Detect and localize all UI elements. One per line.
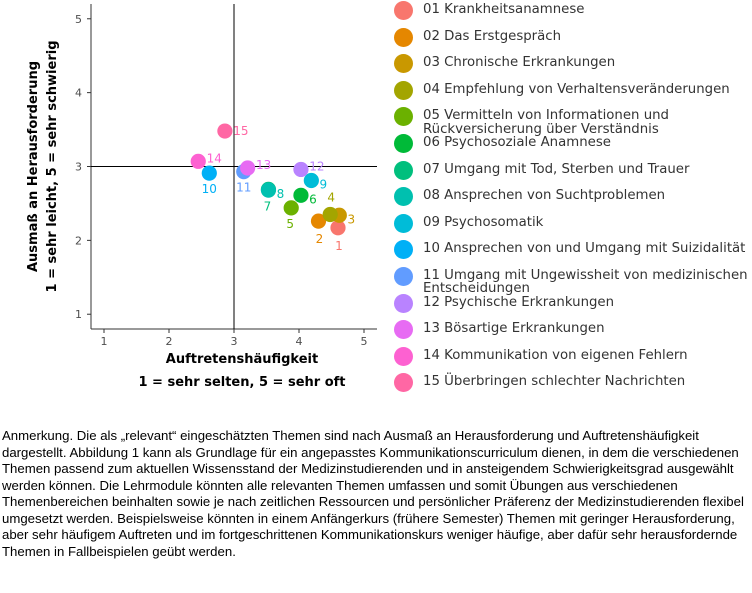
data-point-6 <box>293 188 308 203</box>
legend-label-1: 01 Krankheitsanamnese <box>423 2 585 17</box>
legend-label-13: 13 Bösartige Erkrankungen <box>423 321 605 337</box>
point-label-1: 1 <box>335 238 343 253</box>
data-point-15 <box>217 123 232 138</box>
legend-item-12 <box>392 293 752 320</box>
point-label-3: 3 <box>347 212 356 227</box>
legend-label-9: 09 Psychosomatik <box>423 214 544 230</box>
legend-item-8 <box>392 186 752 213</box>
legend-item-15 <box>392 372 752 399</box>
legend-key-13 <box>394 320 413 339</box>
data-point-14 <box>191 154 206 169</box>
data-point-9 <box>304 173 319 188</box>
legend-item-5 <box>392 106 752 137</box>
legend-key-8 <box>394 187 413 206</box>
point-label-4: 4 <box>327 190 336 205</box>
legend-label-4: 04 Empfehlung von Verhaltensveränderungen <box>423 81 730 97</box>
y-tick-label: 2 <box>75 234 82 248</box>
point-label-5: 5 <box>286 216 295 231</box>
legend-item-14 <box>392 346 752 373</box>
figure-note: Anmerkung. Die als „relevant“ eingeschätzten Themen sind nach Ausmaß an Herausforderung und Auftretenshäufigkeit dargestellt. Abbildung 1 kann als Grundlage für ein angepasstes Kommunikationscurriculum dienen, in dem die verschiedenen Themen passend zum aktuellen Wissensstand der Medizinstudierenden und in ansteigendem Schwierigkeitsgrad ausgewählt werden können. Die Lehrmodule könnten alle relevanten Themen umfassen und somit Übungen aus verschiedenen Themenbereichen beinhalten sowie je nach zeitlichen Ressourcen und persönlicher Präferenz der Medizinstudierenden flexibel umgesetzt werden. Beispielsweise könnten in einem Anfängerkurs (frühere Semester) Themen mit geringer Herausforderung, aber sehr häufigem Auftreten und im fortgeschrittenen Kommunikationskurs weniger häufige, aber dafür sehr herausfordernde Themen in Fallbeispielen geübt werden. <box>2 428 744 559</box>
x-tick-label: 3 <box>230 335 238 348</box>
point-label-6: 6 <box>309 192 317 207</box>
legend-key-11 <box>394 267 413 286</box>
point-label-9: 9 <box>319 177 328 192</box>
y-tick-label: 5 <box>75 12 82 26</box>
legend-item-13 <box>392 319 752 346</box>
point-label-13: 13 <box>256 157 272 172</box>
legend-item-10 <box>392 239 752 266</box>
legend-key-6 <box>394 134 413 153</box>
x-axis-subtitle: 1 = sehr selten, 5 = sehr oft <box>138 375 346 390</box>
legend-item-4 <box>392 80 752 107</box>
legend-key-10 <box>394 240 413 259</box>
legend-key-14 <box>394 347 413 366</box>
legend-label-15: 15 Überbringen schlechter Nachrichten <box>423 374 686 390</box>
y-axis-title: Ausmaß an Herausforderung <box>26 60 41 273</box>
plot-axes <box>75 4 377 348</box>
y-axis-subtitle: 1 = sehr leicht, 5 = sehr schwierig <box>45 40 60 293</box>
y-tick-label: 1 <box>75 308 82 322</box>
x-tick-label: 4 <box>295 335 303 348</box>
legend-item-3 <box>392 53 752 80</box>
legend-label-7: 07 Umgang mit Tod, Sterben und Trauer <box>423 161 690 177</box>
legend-label-3: 03 Chronische Erkrankungen <box>423 55 616 71</box>
point-label-2: 2 <box>315 232 324 247</box>
legend-label-2: 02 Das Erstgespräch <box>423 28 562 44</box>
legend-key-5 <box>394 107 413 126</box>
x-tick-label: 5 <box>360 335 368 348</box>
legend-key-1 <box>394 1 413 20</box>
data-point-4 <box>323 207 338 222</box>
data-point-12 <box>293 162 308 177</box>
legend-label-11: 11 Umgang mit Ungewissheit von medizinischen Entscheidungen <box>423 267 748 297</box>
point-label-7: 7 <box>263 199 272 214</box>
x-axis-title: Auftretenshäufigkeit <box>165 352 319 367</box>
point-label-12: 12 <box>309 159 325 174</box>
legend-label-12: 12 Psychische Erkrankungen <box>423 294 615 310</box>
point-label-10: 10 <box>201 182 217 197</box>
data-point-8 <box>261 183 276 198</box>
legend-key-12 <box>394 294 413 313</box>
data-point-10 <box>202 166 217 181</box>
legend-item-9 <box>392 213 752 240</box>
x-tick-label: 1 <box>100 335 108 348</box>
legend-label-8: 08 Ansprechen von Suchtproblemen <box>423 188 666 204</box>
legend-item-7 <box>392 160 752 187</box>
legend-label-5: 05 Vermitteln von Informationen und Rückversicherung über Verständnis <box>423 108 669 137</box>
y-tick-label: 4 <box>75 86 82 100</box>
point-label-15: 15 <box>233 124 249 139</box>
data-point-5 <box>284 200 299 215</box>
y-tick-label: 3 <box>75 160 82 174</box>
scatter-plot <box>0 0 392 400</box>
legend-key-9 <box>394 214 413 233</box>
point-label-8: 8 <box>276 187 285 202</box>
data-point-13 <box>240 160 255 175</box>
x-tick-label: 2 <box>165 335 173 348</box>
legend-item-2 <box>392 27 752 54</box>
legend-key-15 <box>394 373 413 392</box>
legend-item-1 <box>392 0 752 27</box>
legend-key-3 <box>394 54 413 73</box>
legend-item-11 <box>392 266 752 297</box>
legend-item-6 <box>392 133 752 160</box>
point-labels <box>202 124 355 253</box>
point-label-11: 11 <box>236 180 252 195</box>
point-label-14: 14 <box>206 151 222 166</box>
legend-key-4 <box>394 81 413 100</box>
legend-label-14: 14 Kommunikation von eigenen Fehlern <box>423 347 688 363</box>
legend-key-2 <box>394 28 413 47</box>
legend-key-7 <box>394 161 413 180</box>
legend <box>392 0 752 399</box>
legend-label-6: 06 Psychosoziale Anamnese <box>423 134 611 150</box>
legend-label-10: 10 Ansprechen von und Umgang mit Suizidalität <box>423 241 746 257</box>
